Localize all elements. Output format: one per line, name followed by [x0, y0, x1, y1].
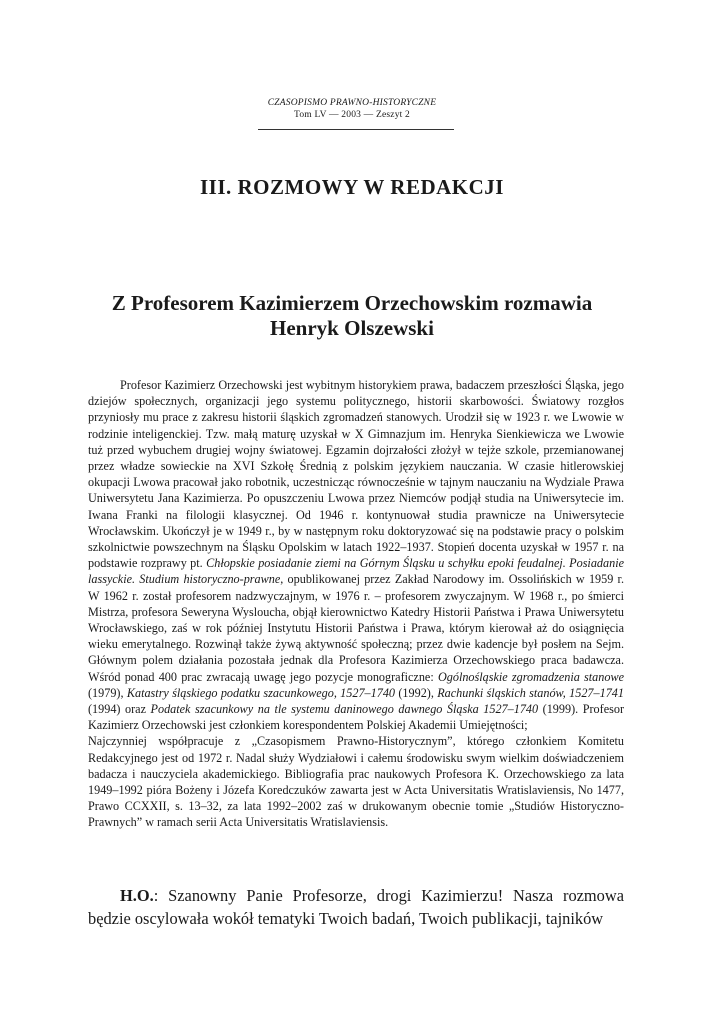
intro-text-run: (1999). Profesor Kazimierz Orzechowski jest członkiem korespondentem Polskiej Akademii Umiejętności;: [88, 702, 624, 733]
dialogue-paragraph: [88, 884, 624, 930]
journal-issue: Tom LV — 2003 — Zeszyt 2: [293, 110, 411, 120]
book-title: Rachunki śląskich stanów, 1527–1741: [437, 685, 624, 700]
article-title-line-1: Z Profesorem Kazimierzem Orzechowskim rozmawia: [111, 291, 593, 315]
book-title: Chłopskie posiadanie ziemi na Górnym Śląsku u schyłku epoki feudalnej. Posiadanie lassyckie. Studium historyczno-prawne: [88, 556, 624, 587]
intro-text: [88, 377, 624, 831]
intro-text-run: , opublikowanej przez Zakład Narodowy im. Ossolińskich w 1959 r. W 1962 r. został profesorem nadzwyczajnym, w 1976 r. – profesorem zwyczajnym. W 1968 r., po śmierci Mistrza, profesora Seweryna Wysloucha, objął kierownictwo Katedry Historii Państwa i Prawa Uniwersytetu Wrocławskiego, zaś w rok później Instytutu Historii Państwa i Prawa, którym kierował aż do osiągnięcia wieku emerytalnego. Rozwinął także żywą aktywność społeczną; przez dwie kadencje był posłem na Sejm. Głównym polem działania pozostała jednak dla Profesora Kazimierza Orzechowskiego praca badawcza. Wśród ponad 400 prac zwracają uwagę jego pozycje monograficzne:: [88, 572, 624, 684]
book-title: Podatek szacunkowy na tle systemu daninowego dawnego Śląska 1527–1740: [150, 702, 539, 717]
section-title: III. ROZMOWY W REDAKCJI: [200, 175, 504, 199]
book-title: Katastry śląskiego podatku szacunkowego, 1527–1740: [126, 685, 396, 700]
intro-paragraph-2: Najczynniej współpracuje z „Czasopismem Prawno-Historycznym”, którego członkiem Komitetu Redakcyjnego jest od 1972 r. Nadal służy Wydziałowi i całemu środowisku swym wielkim doświadczeniem badacza i nauczyciela akademickiego. Bibliografia prac naukowych Profesora K. Orzechowskiego za lata 1949–1992 pióra Bożeny i Józefa Koredczuków zawarta jest w Acta Universitatis Wratislaviensis, No 1477, Prawo CCXXII, s. 13–32, za lata 1992–2002 zaś w drukowanym obecnie tomie „Studiów Historyczno-Prawnych” w ramach serii Acta Universitatis Wratislaviensis.: [88, 734, 624, 830]
journal-name: CZASOPISMO PRAWNO-HISTORYCZNE: [267, 98, 437, 108]
speaker-label: H.O.: [120, 886, 154, 905]
book-title: Ogólnośląskie zgromadzenia stanowe: [437, 669, 625, 684]
intro-text-run: (1979),: [88, 685, 127, 700]
article-title-line-2: Henryk Olszewski: [270, 316, 434, 340]
intro-text-run: (1994) oraz: [88, 702, 151, 717]
intro-paragraph-1: [88, 377, 624, 733]
header-divider: [258, 129, 454, 130]
intro-text-run: Profesor Kazimierz Orzechowski jest wybitnym historykiem prawa, badaczem przeszłości Śląska, jego dziejów społecznych, organizacji jego systemu politycznego, historii skarbowości. Światowy rozgłos przyniosły mu prace z zakresu historii śląskich zgromadzeń stanowych. Urodził się w 1923 r. we Lwowie w rodzinie inteligenckiej. Tzw. małą maturę uzyskał w X Gimnazjum im. Henryka Sienkiewicza we Lwowie tuż przed wybuchem drugiej wojny światowej. Egzamin dojrzałości złożył w tejże szkole, przemianowanej przez władze sowieckie na XVI Szkołę Średnią z polskim językiem nauczania. W czasie hitlerowskiej okupacji Lwowa pracował jako robotnik, uczestnicząc równocześnie w tajnym nauczaniu na Wydziale Prawa Uniwersytetu Jana Kazimierza. Po opuszczeniu Lwowa przez Niemców podjął studia na Uniwersytecie im. Iwana Franki na filologii klasycznej. Od 1946 r. kontynuował studia prawnicze na Uniwersytecie Wrocławskim. Ukończył je w 1949 r., by w następnym roku doktoryzować się na podstawie pracy o polskim szkolnictwie powszechnym na Śląsku Opolskim w latach 1922–1937. Stopień docenta uzyskał w 1957 r. na podstawie rozprawy pt.: [88, 378, 624, 571]
dialogue-text: : Szanowny Panie Profesorze, drogi Kazimierzu! Nasza rozmowa będzie oscylowała wokół tematyki Twoich badań, Twoich publikacji, tajników: [88, 886, 624, 928]
intro-text-run: (1992),: [395, 685, 438, 700]
journal-header: [0, 97, 704, 121]
article-title: [0, 291, 704, 341]
